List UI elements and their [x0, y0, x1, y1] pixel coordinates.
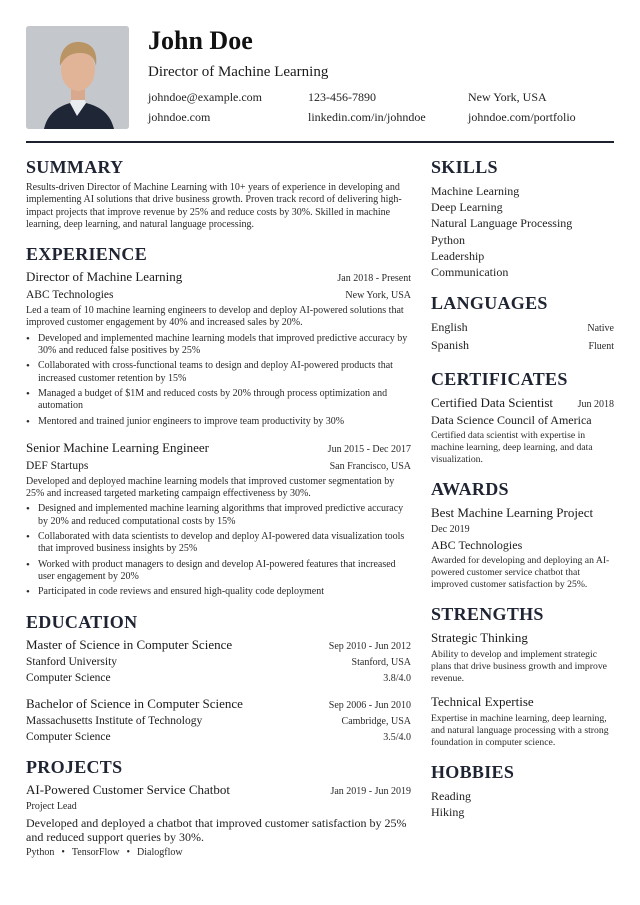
certificate-name: Certified Data Scientist	[431, 394, 554, 410]
job-title: Senior Machine Learning Engineer	[26, 439, 210, 455]
summary-text: Results-driven Director of Machine Learning with 10+ years of experience in developing and implementing AI solutions that drive business growth. Proven track record of delivering high-impact projects that improve revenue by 25% and reduce costs by 30%. Skilled in machine learning, deep learning, and natural language processing.	[26, 182, 402, 230]
languages-section	[431, 292, 614, 355]
section-heading-hobbies: HOBBIES	[431, 761, 515, 782]
award-name: Best Machine Learning Project	[431, 504, 594, 520]
languages-list	[431, 319, 614, 355]
edu-school: Massachusetts Institute of Technology	[26, 714, 203, 727]
edu-degree: Bachelor of Science in Computer Science	[26, 695, 243, 711]
awards-section	[431, 478, 614, 591]
certificate-item	[431, 395, 614, 466]
strength-description: Ability to develop and implement strategic plans that drive business growth and improve revenue.	[431, 648, 607, 684]
tag-separator: •	[61, 846, 65, 858]
language-level: Native	[587, 323, 614, 335]
skills-section	[431, 156, 614, 280]
section-heading-languages: LANGUAGES	[431, 293, 548, 314]
job-description: Led a team of 10 machine learning engineers to develop and deploy AI-powered solutions that improved customer engagement by 40% and increased sales by 20%.	[26, 305, 404, 329]
section-heading-summary: SUMMARY	[26, 157, 124, 177]
edu-field: Computer Science	[26, 671, 111, 684]
project-tags	[26, 847, 411, 858]
main-column	[26, 156, 411, 858]
hobby-item: Reading	[431, 788, 471, 803]
edu-dates: Sep 2010 - Jun 2012	[328, 640, 411, 652]
strength-description: Expertise in machine learning, deep learning, and natural language processing with a strong foundation in computer science.	[431, 712, 609, 748]
language-level: Fluent	[588, 341, 614, 353]
edu-degree: Master of Science in Computer Science	[26, 636, 233, 652]
job-bullet: • Participated in code reviews and ensured high-quality code deployment	[26, 586, 411, 598]
job-company: ABC Technologies	[26, 289, 114, 302]
job-title: Director of Machine Learning	[26, 269, 183, 285]
strength-name: Technical Expertise	[431, 693, 534, 709]
education-section	[26, 611, 411, 744]
contact-grid	[148, 90, 614, 125]
education-item	[26, 637, 411, 685]
job-bullet: • Collaborated with data scientists to develop and deploy AI-powered data visualization tools that improved business insights by 25%	[26, 531, 411, 556]
project-tag: TensorFlow	[71, 846, 120, 858]
edu-field: Computer Science	[26, 730, 111, 743]
job-bullet: • Worked with product managers to design and develop AI-powered features that increased user engagement by 20%	[26, 559, 411, 584]
section-heading-awards: AWARDS	[431, 478, 509, 499]
skill-item: Natural Language Processing	[431, 216, 573, 231]
award-date: Dec 2019	[431, 523, 470, 535]
certificates-section	[431, 368, 614, 466]
education-item	[26, 696, 411, 744]
job-bullets	[26, 333, 411, 428]
tag-separator: •	[126, 846, 131, 858]
header-divider	[26, 141, 614, 143]
skill-item: Communication	[431, 265, 509, 280]
award-issuer: ABC Technologies	[431, 537, 523, 552]
section-heading-strengths: STRENGTHS	[431, 603, 544, 624]
section-heading-projects: PROJECTS	[26, 756, 123, 777]
edu-location: Stanford, USA	[351, 656, 411, 668]
experience-item	[26, 269, 411, 428]
edu-gpa: 3.8/4.0	[383, 672, 411, 684]
project-tag: Dialogflow	[137, 846, 183, 858]
edu-gpa: 3.5/4.0	[383, 731, 411, 743]
job-bullet: • Managed a budget of $1M and reduced costs by 20% through process optimization and automation	[26, 388, 411, 413]
contact-linkedin[interactable]: linkedin.com/in/johndoe	[308, 110, 426, 124]
experience-section	[26, 243, 411, 598]
job-bullet: • Mentored and trained junior engineers to improve team productivity by 30%	[26, 416, 411, 428]
contact-website[interactable]: johndoe.com	[148, 110, 211, 124]
section-heading-education: EDUCATION	[26, 611, 138, 632]
project-description: Developed and deployed a chatbot that improved customer satisfaction by 25% and reduced support queries by 30%.	[26, 815, 407, 844]
skills-list	[431, 183, 614, 280]
contact-portfolio[interactable]: johndoe.com/portfolio	[468, 110, 576, 124]
candidate-title: Director of Machine Learning	[148, 64, 329, 80]
resume-header	[26, 26, 614, 130]
project-name: AI-Powered Customer Service Chatbot	[26, 781, 230, 797]
project-dates: Jan 2019 - Jun 2019	[330, 785, 411, 797]
skill-item: Deep Learning	[431, 200, 503, 215]
job-bullet: • Developed and implemented machine learning models that improved predictive accuracy by 30% and reduced false positives by 25%	[26, 333, 411, 358]
section-heading-skills: SKILLS	[431, 157, 498, 177]
profile-photo	[26, 26, 129, 129]
contact-email[interactable]: johndoe@example.com	[148, 90, 263, 104]
job-dates: Jun 2015 - Dec 2017	[327, 443, 411, 455]
language-name: English	[431, 320, 468, 335]
hobby-item: Hiking	[431, 804, 465, 819]
job-dates: Jan 2018 - Present	[337, 273, 411, 285]
job-bullets	[26, 503, 411, 598]
skill-item: Leadership	[431, 248, 485, 263]
project-item	[26, 782, 411, 858]
experience-item	[26, 440, 411, 599]
project-role: Project Lead	[26, 800, 77, 812]
strengths-section	[431, 603, 614, 749]
edu-school: Stanford University	[26, 655, 118, 668]
job-bullet: • Collaborated with cross-functional teams to design and deploy AI-powered products that increased customer retention by 15%	[26, 360, 411, 385]
award-item	[431, 505, 614, 591]
skill-item: Machine Learning	[431, 184, 520, 198]
award-description: Awarded for developing and deploying an AI-powered customer service chatbot that improved customer satisfaction by 25%.	[431, 554, 610, 590]
skill-item: Python	[431, 232, 466, 247]
certificate-description: Certified data scientist with expertise in machine learning, deep learning, and data visualization.	[431, 429, 593, 465]
projects-section	[26, 756, 411, 858]
strength-name: Strategic Thinking	[431, 629, 528, 645]
strength-item	[431, 630, 614, 685]
job-location: San Francisco, USA	[329, 460, 411, 472]
language-name: Spanish	[431, 338, 470, 353]
job-description: Developed and deployed machine learning models that improved customer segmentation by 25% and increased targeted marketing campaign effectiveness by 30%.	[26, 475, 395, 500]
contact-location: New York, USA	[468, 90, 547, 104]
sidebar-column	[431, 156, 614, 820]
edu-dates: Sep 2006 - Jun 2010	[328, 699, 411, 711]
strength-item	[431, 694, 614, 749]
job-location: New York, USA	[345, 290, 411, 302]
certificate-date: Jun 2018	[577, 398, 614, 410]
job-bullet: • Designed and implemented machine learning algorithms that improved predictive accuracy by 20% and reduced computational costs by 15%	[26, 503, 411, 528]
hobbies-list	[431, 788, 614, 820]
job-company: DEF Startups	[26, 459, 89, 472]
language-item	[431, 319, 614, 337]
portrait-image-icon	[26, 26, 129, 129]
section-heading-experience: EXPERIENCE	[26, 244, 148, 265]
language-item	[431, 337, 614, 355]
summary-section	[26, 156, 411, 231]
edu-location: Cambridge, USA	[341, 715, 411, 727]
section-heading-certificates: CERTIFICATES	[431, 368, 568, 389]
project-tag: Python	[26, 846, 55, 858]
candidate-name: John Doe	[148, 26, 253, 55]
hobbies-section	[431, 761, 614, 820]
certificate-issuer: Data Science Council of America	[431, 412, 592, 427]
contact-phone[interactable]: 123-456-7890	[308, 90, 376, 104]
